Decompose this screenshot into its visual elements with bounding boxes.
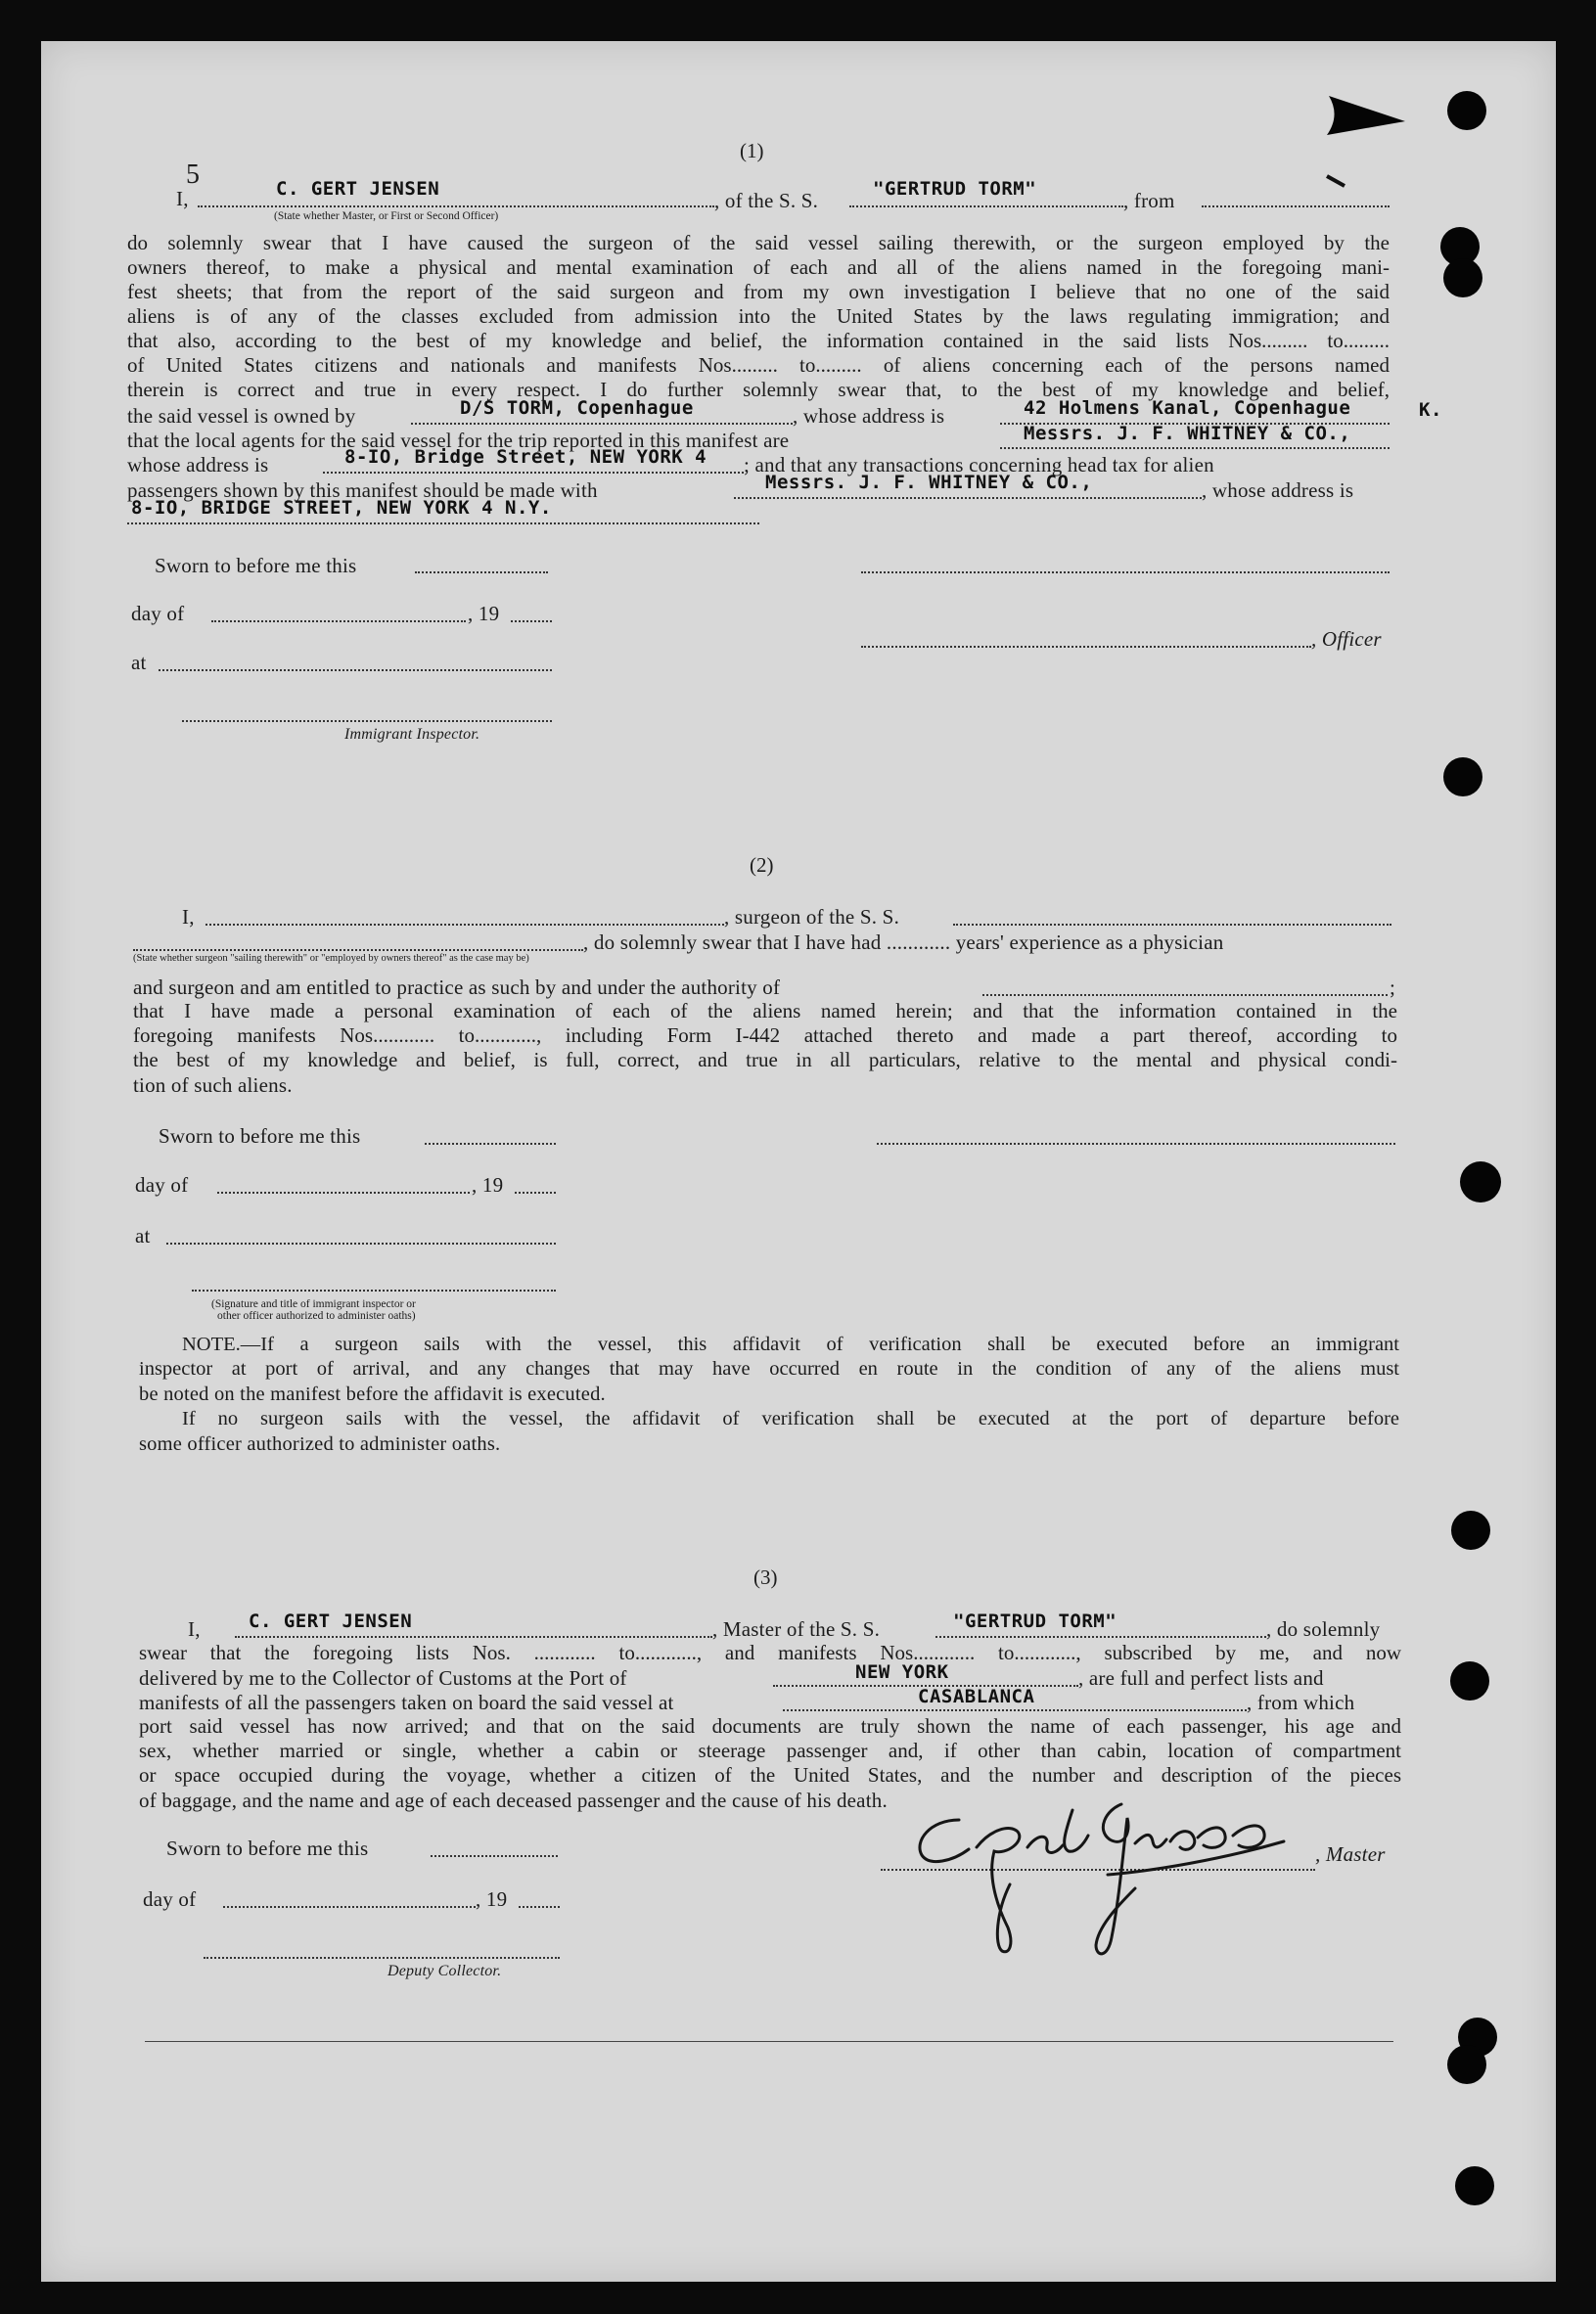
from-label: , from — [1123, 189, 1175, 212]
authority-line — [982, 994, 1388, 996]
punch-hole — [1460, 1161, 1501, 1202]
s1-at-label: at — [131, 651, 147, 674]
s2-signature-line — [877, 1143, 1395, 1145]
s3-line: or space occupied during the voyage, whether a citizen of the United States, and the number and description of the pieces — [139, 1763, 1401, 1787]
surgeon-swear-text: , do solemnly swear that I have had ............ years' experience as a physician — [583, 930, 1224, 954]
s3-master-value: C. GERT JENSEN — [249, 1611, 413, 1632]
master-name-line — [198, 205, 714, 207]
note-line: inspector at port of arrival, and any changes that may have occurred en route in the condition of any of the aliens must — [139, 1358, 1399, 1380]
s3-day-of-label: day of — [143, 1887, 197, 1911]
s2-year-line — [515, 1192, 556, 1194]
s1-sworn-label: Sworn to before me this — [155, 554, 357, 577]
authority-semicolon: ; — [1390, 976, 1396, 999]
s2-line: that I have made a personal examination of each of the aliens named herein; and that the information contained in the — [133, 999, 1397, 1022]
s1-line: fest sheets; that from the report of the said surgeon and from my own investigation I believe that no one of the said — [127, 280, 1390, 303]
section-1-number: (1) — [740, 139, 764, 162]
s3-from-which: , from which — [1247, 1691, 1355, 1714]
tax-agent-value: Messrs. J. F. WHITNEY & CO., — [765, 472, 1093, 493]
section-3-number: (3) — [753, 1565, 778, 1589]
s2-day-of-label: day of — [135, 1173, 189, 1197]
s2-inspector-line — [192, 1290, 556, 1292]
s1-year-label: , 19 — [468, 602, 500, 625]
note2-line-2: some officer authorized to administer oaths. — [139, 1433, 501, 1455]
s3-port-label: delivered by me to the Collector of Customs at the Port of — [139, 1666, 627, 1690]
agents-address-label: whose address is — [127, 453, 269, 476]
s2-year-label: , 19 — [472, 1173, 504, 1197]
note-line: NOTE.—If a surgeon sails with the vessel, this affidavit of verification shall be executed before an immigrant — [182, 1334, 1399, 1355]
s3-vessel-line — [935, 1636, 1266, 1638]
owner-value: D/S TORM, Copenhague — [460, 397, 694, 419]
s3-line-last: of baggage, and the name and age of each deceased passenger and the cause of his death. — [139, 1789, 888, 1812]
agents-address-value: 8-IO, Bridge Street, NEW YORK 4 — [344, 446, 707, 468]
punch-hole — [1455, 2166, 1494, 2205]
note-line-3: be noted on the manifest before the affidavit is executed. — [139, 1384, 606, 1405]
s1-day-of-label: day of — [131, 602, 185, 625]
s1-officer-label: , Officer — [1311, 627, 1382, 651]
s1-sworn-line — [415, 571, 548, 573]
authority-label: and surgeon and am entitled to practice as such by and under the authority of — [133, 976, 781, 999]
s1-line: aliens is of any of the classes excluded from admission into the United States by the laws regulating immigration; and — [127, 304, 1390, 328]
passengers-label: passengers shown by this manifest should be made with — [127, 478, 598, 502]
punch-hole — [1450, 1661, 1489, 1701]
punch-hole — [1443, 258, 1482, 297]
s1-line: therein is correct and true in every respect. I do further solemnly swear that, to the best of my knowledge and belief, — [127, 378, 1390, 401]
owner-line — [411, 423, 793, 425]
s3-sworn-label: Sworn to before me this — [166, 1837, 369, 1860]
s3-master-of-ss: , Master of the S. S. — [712, 1617, 881, 1641]
s1-line: that also, according to the best of my knowledge and belief, the information contained in the said lists Nos......... to......... — [127, 329, 1390, 352]
s3-master-label: , Master — [1315, 1842, 1386, 1866]
s3-vessel-at-value: CASABLANCA — [918, 1686, 1035, 1707]
s1-day-line — [211, 620, 466, 622]
surgeon-type-line — [133, 949, 583, 951]
section-2-number: (2) — [750, 853, 774, 877]
punch-hole — [1447, 91, 1486, 130]
surgeon-caption: (State whether surgeon "sailing therewith" or "employed by owners thereof" as the case may be) — [133, 953, 529, 964]
page-number-mark: 5 — [186, 159, 201, 190]
s3-deputy-label: Deputy Collector. — [388, 1963, 502, 1979]
s2-sworn-line — [425, 1143, 556, 1145]
punch-hole — [1451, 1511, 1490, 1550]
corner-flag-mark — [1323, 92, 1411, 141]
s1-inspector-label: Immigrant Inspector. — [344, 726, 480, 743]
s3-line-2: swear that the foregoing lists Nos. ............ to............, and manifests Nos............ to............, subscribed by me, and now — [139, 1641, 1401, 1664]
from-line — [1202, 205, 1390, 207]
agents-address-line — [323, 472, 744, 474]
punch-hole — [1447, 2045, 1486, 2084]
master-caption: (State whether Master, or First or Second Officer) — [274, 210, 499, 222]
s2-day-line — [217, 1192, 470, 1194]
owner-address-value: 42 Holmens Kanal, Copenhague — [1024, 397, 1351, 419]
vessel-value: "GERTRUD TORM" — [873, 178, 1037, 200]
s2-sig-caption-2: other officer authorized to administer oaths) — [217, 1310, 416, 1322]
s3-full-perfect: , are full and perfect lists and — [1078, 1666, 1324, 1690]
note2-line-1: If no surgeon sails with the vessel, the affidavit of verification shall be executed at the port of departure before — [182, 1408, 1399, 1429]
section-1-i: I, — [176, 187, 189, 210]
s3-year-line — [519, 1906, 560, 1908]
agents-value: Messrs. J. F. WHITNEY & CO., — [1024, 423, 1351, 444]
s3-vessel-at-label: manifests of all the passengers taken on board the said vessel at — [139, 1691, 674, 1714]
s1-officer-name-line — [861, 571, 1390, 573]
tax-agent-address-value: 8-IO, BRIDGE STREET, NEW YORK 4 N.Y. — [131, 497, 552, 519]
whose-address-label: , whose address is — [793, 404, 945, 428]
owned-by-label: the said vessel is owned by — [127, 404, 356, 428]
bottom-rule — [145, 2041, 1393, 2042]
s3-day-line — [223, 1906, 476, 1908]
s3-sworn-line — [431, 1855, 558, 1857]
tick-mark — [1325, 174, 1346, 190]
s2-sig-caption-1: (Signature and title of immigrant inspector or — [211, 1298, 416, 1310]
agents-label: that the local agents for the said vessel for the trip reported in this manifest are — [127, 429, 790, 452]
s2-at-label: at — [135, 1224, 151, 1248]
surgeon-of-ss: , surgeon of the S. S. — [724, 905, 900, 929]
owner-address-tail: K. — [1419, 399, 1442, 421]
s3-master-line — [235, 1636, 712, 1638]
s2-sworn-label: Sworn to before me this — [159, 1124, 361, 1148]
section-3-i: I, — [188, 1617, 201, 1641]
s3-vessel-at-line — [783, 1709, 1247, 1711]
s1-at-line — [159, 669, 552, 671]
s2-at-line — [166, 1243, 556, 1245]
whose-address-label-2: , whose address is — [1202, 478, 1354, 502]
s1-year-line — [511, 620, 552, 622]
surgeon-vessel-line — [953, 924, 1391, 926]
of-the-ss: , of the S. S. — [714, 189, 819, 212]
s3-port-value: NEW YORK — [855, 1661, 949, 1683]
agents-line — [1000, 447, 1390, 449]
s1-officer-line — [861, 646, 1311, 648]
tax-agent-line — [734, 497, 1202, 499]
s3-solemnly: , do solemnly — [1266, 1617, 1381, 1641]
master-signature — [900, 1791, 1311, 1967]
s1-line: of United States citizens and nationals and manifests Nos......... to......... of aliens concerning each of the persons named — [127, 353, 1390, 377]
master-name-value: C. GERT JENSEN — [276, 178, 440, 200]
s3-deputy-line — [204, 1957, 560, 1959]
vessel-line — [849, 205, 1123, 207]
section-2-i: I, — [182, 905, 195, 929]
s2-line: foregoing manifests Nos............ to............, including Form I-442 attached thereto and made a part thereof, according to — [133, 1023, 1397, 1047]
s2-line: the best of my knowledge and belief, is full, correct, and true in all particulars, relative to the mental and physical condi- — [133, 1048, 1397, 1071]
s3-line: port said vessel has now arrived; and that on the said documents are truly shown the name of each passenger, his age and — [139, 1714, 1401, 1738]
s3-line: sex, whether married or single, whether a cabin or steerage passenger and, if other than cabin, location of compartment — [139, 1739, 1401, 1762]
s3-year-label: , 19 — [476, 1887, 508, 1911]
punch-hole — [1443, 757, 1482, 796]
surgeon-name-line — [205, 924, 724, 926]
s3-vessel-value: "GERTRUD TORM" — [953, 1611, 1117, 1632]
head-tax-text: ; and that any transactions concerning head tax for alien — [744, 453, 1214, 476]
s2-last-line: tion of such aliens. — [133, 1073, 293, 1097]
s1-line: owners thereof, to make a physical and mental examination of each and all of the aliens named in the foregoing mani- — [127, 255, 1390, 279]
s1-line: do solemnly swear that I have caused the surgeon of the said vessel sailing therewith, or the surgeon employed by the — [127, 231, 1390, 254]
tax-agent-address-line — [127, 522, 759, 524]
